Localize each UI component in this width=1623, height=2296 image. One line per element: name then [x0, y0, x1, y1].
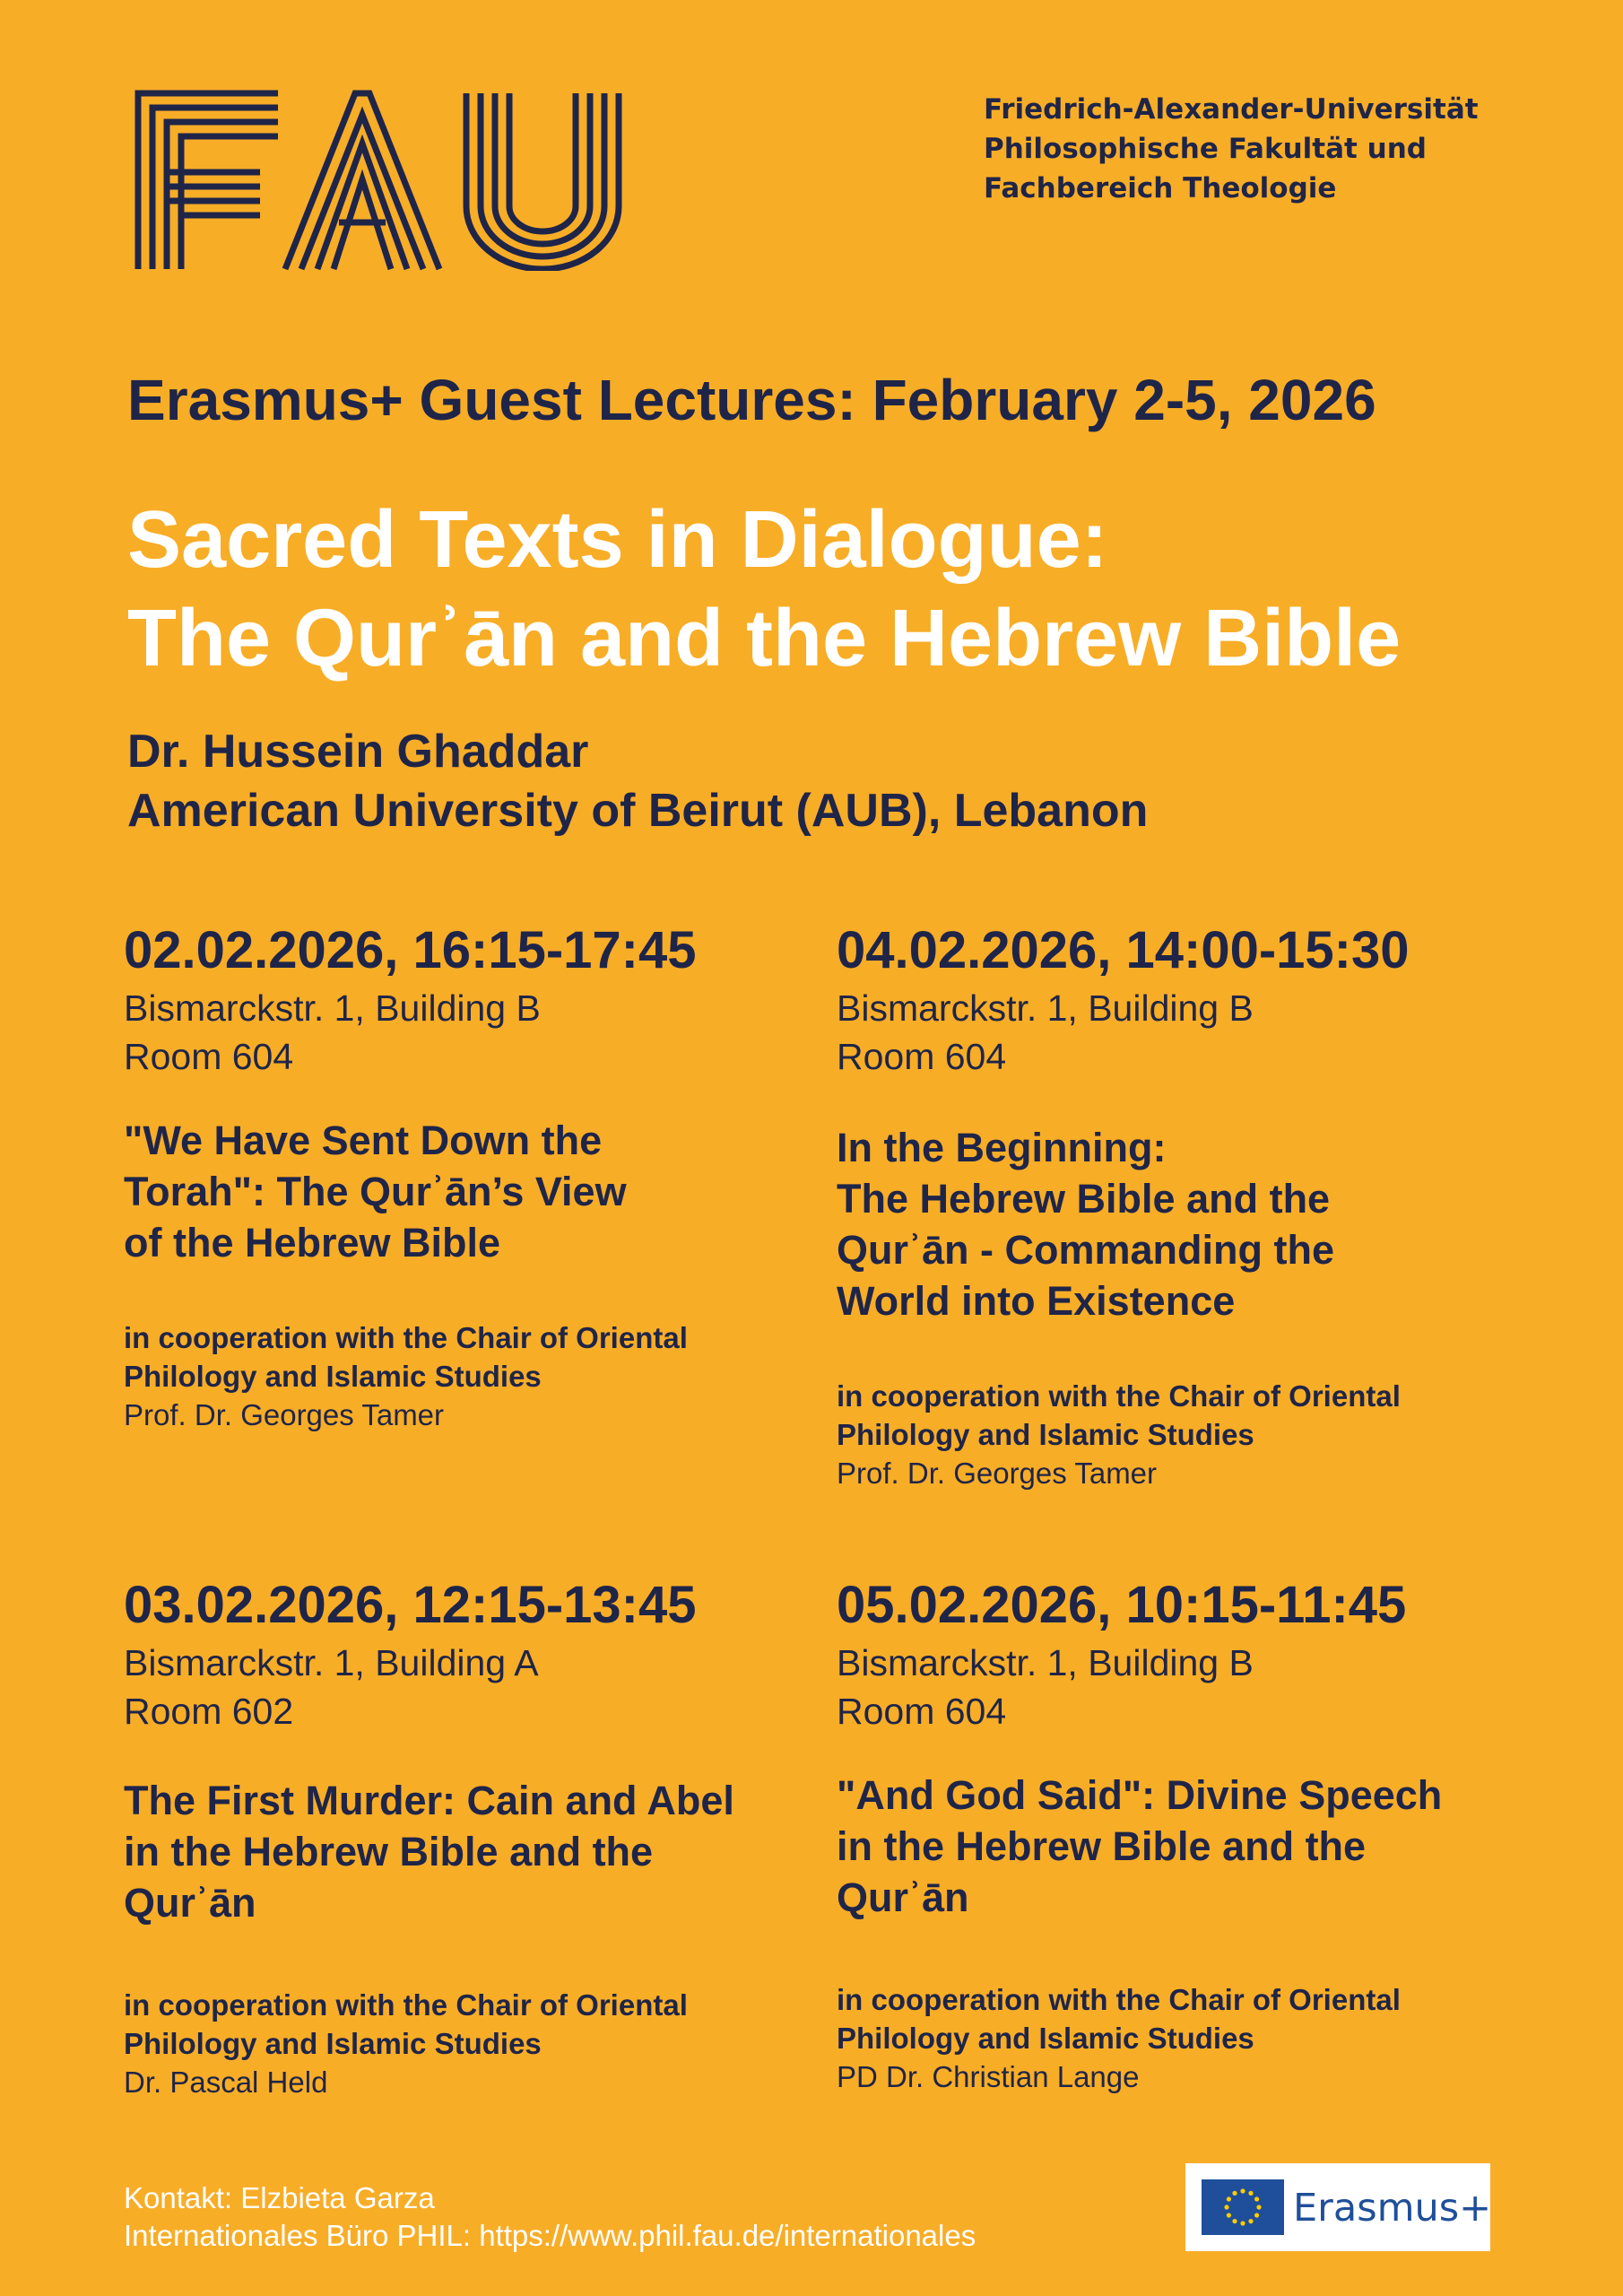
lecture-title-line: Torah": The Qurʾān’s View — [124, 1169, 627, 1214]
faculty-line-3: Fachbereich Theologie — [984, 172, 1337, 204]
cooperation-line: in cooperation with the Chair of Oriental — [124, 1321, 688, 1354]
lecture-title-line: Qurʾān — [837, 1874, 969, 1920]
cooperation-line: in cooperation with the Chair of Oriental — [837, 1379, 1401, 1413]
event-title: Erasmus+ Guest Lectures: February 2-5, 2026 — [127, 368, 1376, 432]
lecture-title-line: In the Beginning: — [837, 1125, 1167, 1170]
lecture-title — [124, 1775, 823, 1928]
speaker — [127, 722, 1148, 840]
lecture-cooperation — [124, 1318, 823, 1396]
lecture-address: Bismarckstr. 1, Building B — [837, 1642, 1254, 1683]
fau-logo — [135, 90, 623, 271]
lecture-datetime: 04.02.2026, 14:00-15:30 — [837, 921, 1410, 979]
lecture-professor: Dr. Pascal Held — [124, 2066, 328, 2099]
contact-info — [124, 2179, 976, 2255]
faculty-name — [984, 90, 1479, 208]
lecture-address: Bismarckstr. 1, Building B — [124, 987, 541, 1029]
erasmus-logo — [1185, 2163, 1490, 2251]
lecture-title-line: The First Murder: Cain and Abel — [124, 1778, 734, 1823]
lecture-room: Room 602 — [124, 1691, 294, 1732]
lecture-card-2 — [837, 919, 1536, 1492]
lecture-cooperation — [124, 1986, 823, 2063]
eu-flag-icon — [1202, 2179, 1284, 2235]
lecture-professor: Prof. Dr. Georges Tamer — [837, 1457, 1158, 1490]
lecture-title-line: Qurʾān - Commanding the — [837, 1227, 1334, 1273]
lecture-room: Room 604 — [837, 1691, 1007, 1732]
lecture-datetime: 03.02.2026, 12:15-13:45 — [124, 1576, 697, 1634]
lecture-cooperation — [837, 1377, 1536, 1454]
lecture-place — [837, 1639, 1536, 1735]
speaker-affiliation: American University of Beirut (AUB), Lebanon — [127, 785, 1149, 837]
main-title — [127, 491, 1401, 688]
faculty-line-1: Friedrich-Alexander-Universität — [984, 93, 1479, 126]
lecture-place — [837, 984, 1536, 1081]
speaker-name: Dr. Hussein Ghaddar — [127, 726, 589, 778]
lecture-professor: Prof. Dr. Georges Tamer — [124, 1398, 445, 1431]
lecture-room: Room 604 — [124, 1036, 294, 1077]
cooperation-line: Philology and Islamic Studies — [837, 1418, 1254, 1451]
erasmus-label: Erasmus+ — [1293, 2186, 1492, 2231]
cooperation-line: Philology and Islamic Studies — [124, 2027, 542, 2060]
lecture-cooperation — [837, 1980, 1536, 2057]
lecture-title — [124, 1115, 823, 1268]
lecture-datetime: 05.02.2026, 10:15-11:45 — [837, 1576, 1407, 1634]
lecture-professor: PD Dr. Christian Lange — [837, 2060, 1140, 2093]
lecture-title-line: in the Hebrew Bible and the — [124, 1829, 654, 1874]
cooperation-line: Philology and Islamic Studies — [837, 2022, 1254, 2055]
lecture-card-4 — [837, 1574, 1536, 2096]
cooperation-line: in cooperation with the Chair of Oriental — [124, 1988, 688, 2022]
main-title-line-2: The Qurʾān and the Hebrew Bible — [127, 594, 1402, 683]
cooperation-line: in cooperation with the Chair of Oriental — [837, 1983, 1401, 2016]
lecture-title-line: The Hebrew Bible and the — [837, 1176, 1331, 1222]
lecture-title-line: of the Hebrew Bible — [124, 1220, 501, 1265]
lecture-datetime: 02.02.2026, 16:15-17:45 — [124, 921, 697, 979]
lecture-title-line: "We Have Sent Down the — [124, 1118, 603, 1163]
faculty-line-2: Philosophische Fakultät und — [984, 133, 1427, 165]
lecture-room: Room 604 — [837, 1036, 1007, 1077]
lecture-place — [124, 984, 823, 1081]
lecture-title-line: "And God Said": Divine Speech — [837, 1772, 1443, 1818]
cooperation-line: Philology and Islamic Studies — [124, 1360, 542, 1393]
lecture-title-line: World into Existence — [837, 1278, 1236, 1324]
lecture-title — [837, 1122, 1536, 1326]
lecture-title-line: Qurʾān — [124, 1880, 256, 1926]
lecture-address: Bismarckstr. 1, Building B — [837, 987, 1254, 1029]
office-link[interactable]: Internationales Büro PHIL: https://www.phil.fau.de/internationales — [124, 2219, 976, 2252]
lecture-card-3 — [124, 1574, 823, 2101]
lecture-title-line: in the Hebrew Bible and the — [837, 1823, 1367, 1869]
lecture-card-1 — [124, 919, 823, 1434]
contact-person: Kontakt: Elzbieta Garza — [124, 2181, 435, 2214]
main-title-line-1: Sacred Texts in Dialogue: — [127, 495, 1108, 585]
lecture-address: Bismarckstr. 1, Building A — [124, 1642, 539, 1683]
lecture-title — [837, 1770, 1536, 1923]
lecture-place — [124, 1639, 823, 1735]
